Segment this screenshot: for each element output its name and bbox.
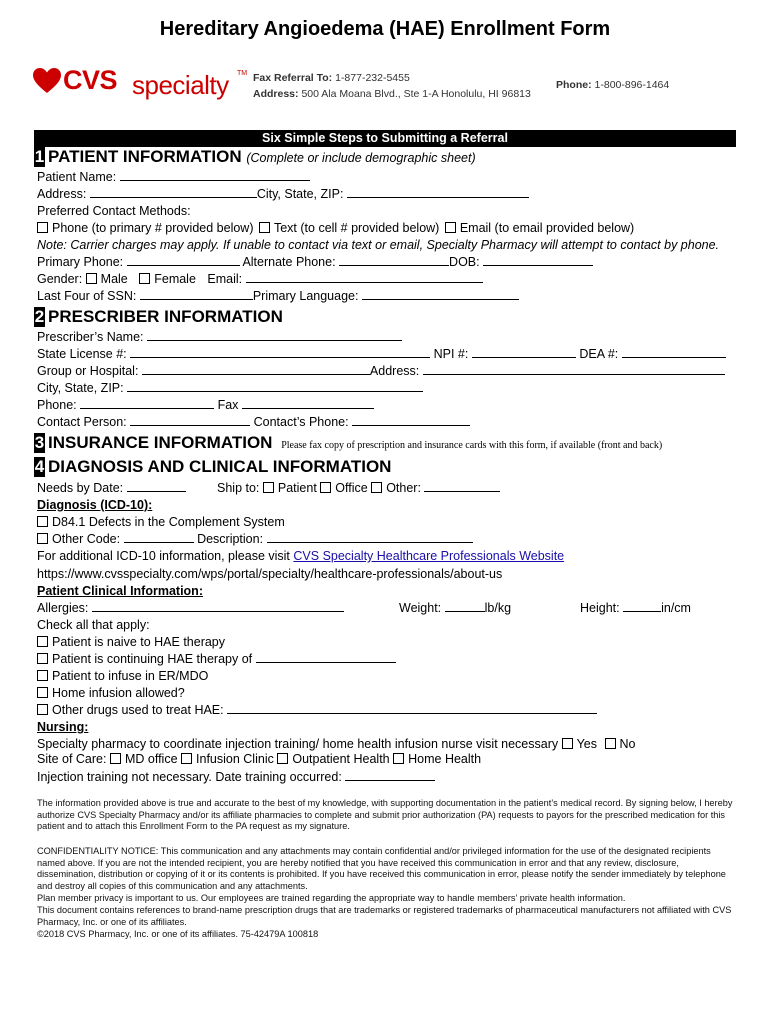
group-label: Group or Hospital:	[37, 364, 139, 378]
alternate-phone-field[interactable]	[339, 255, 449, 266]
section-diagnosis	[34, 457, 391, 477]
ship-to-label: Ship to:	[217, 481, 260, 495]
address-value: 500 Ala Moana Blvd., Ste 1-A Honolulu, HI 96813	[301, 88, 531, 100]
continuing-checkbox[interactable]	[37, 653, 48, 664]
alternate-phone-label: Alternate Phone:	[242, 255, 336, 269]
dob-field[interactable]	[483, 255, 593, 266]
chk-naive-row	[37, 635, 225, 649]
allergies-row	[37, 601, 344, 615]
other-code-row	[37, 532, 473, 546]
other-drugs-label: Other drugs used to treat HAE:	[52, 703, 224, 717]
home-infusion-checkbox[interactable]	[37, 687, 48, 698]
email-option-label: Email (to email provided below)	[459, 221, 635, 235]
patient-address-label: Address:	[37, 187, 87, 201]
height-unit: in/cm	[661, 601, 691, 615]
group-row	[37, 364, 725, 378]
preferred-contact-label: Preferred Contact Methods:	[37, 204, 191, 218]
md-office-checkbox[interactable]	[110, 753, 121, 764]
phone-value: 1-800-896-1464	[594, 79, 670, 91]
other-code-field[interactable]	[124, 532, 194, 543]
language-field[interactable]	[362, 289, 519, 300]
fax-value: 1-877-232-5455	[335, 72, 410, 84]
additional-info-text: For additional ICD-10 information, please visit	[37, 549, 290, 563]
contact-person-row	[37, 415, 470, 429]
text-option-label: Text (to cell # provided below)	[273, 221, 440, 235]
section-title: PRESCRIBER INFORMATION	[48, 307, 283, 326]
allergies-label: Allergies:	[37, 601, 89, 615]
needs-by-field[interactable]	[127, 481, 186, 492]
outpatient-checkbox[interactable]	[277, 753, 288, 764]
height-label: Height:	[580, 601, 620, 615]
section-subtitle: (Complete or include demographic sheet)	[246, 151, 476, 165]
section-insurance-information	[34, 433, 662, 453]
nursing-header: Nursing:	[37, 720, 89, 734]
cvs-specialty-logo	[33, 66, 248, 102]
other-code-label: Other Code:	[52, 532, 121, 546]
naive-label: Patient is naive to HAE therapy	[52, 635, 226, 649]
prescriber-name-row	[37, 330, 402, 344]
contact-person-label: Contact Person:	[37, 415, 127, 429]
language-label: Primary Language:	[252, 289, 359, 303]
phone-label: Phone:	[556, 79, 592, 91]
fax-referral	[253, 72, 410, 84]
phone-option-label: Phone (to primary # provided below)	[52, 221, 254, 235]
male-checkbox[interactable]	[86, 273, 97, 284]
chk-other-drugs-row	[37, 703, 597, 717]
nursing-no-checkbox[interactable]	[605, 738, 616, 749]
cvs-hcp-website-link[interactable]: CVS Specialty Healthcare Professionals Website	[293, 549, 565, 563]
logo-product: specialty	[132, 70, 229, 100]
gender-label: Gender:	[37, 272, 83, 286]
needs-by-row	[37, 481, 186, 495]
npi-label: NPI #:	[433, 347, 469, 361]
pharmacy-phone	[556, 79, 669, 91]
contact-phone-field[interactable]	[352, 415, 470, 426]
nursing-row	[37, 737, 635, 751]
clinical-header: Patient Clinical Information:	[37, 584, 203, 598]
infusion-clinic-label: Infusion Clinic	[196, 752, 274, 766]
nursing-text: Specialty pharmacy to coordinate injection training/ home health infusion nurse visit necessary	[37, 737, 559, 751]
group-field[interactable]	[142, 364, 370, 375]
section-subtitle: Please fax copy of prescription and insurance cards with this form, if available (front and back)	[281, 440, 663, 451]
ship-patient-checkbox[interactable]	[263, 482, 274, 493]
email-field[interactable]	[246, 272, 483, 283]
training-date-field[interactable]	[345, 770, 435, 781]
chk-er-row	[37, 669, 208, 683]
logo-tm: TM	[237, 70, 248, 77]
site-of-care-row	[37, 752, 481, 766]
email-label: Email:	[207, 272, 243, 286]
patient-name-label: Patient Name:	[37, 170, 117, 184]
needs-by-label: Needs by Date:	[37, 481, 124, 495]
prescriber-city-row	[37, 381, 423, 395]
naive-checkbox[interactable]	[37, 636, 48, 647]
female-label: Female	[154, 272, 196, 286]
continuing-label: Patient is continuing HAE therapy of	[52, 652, 253, 666]
email-checkbox[interactable]	[445, 222, 456, 233]
dea-field[interactable]	[622, 347, 726, 358]
confidentiality-notice: CONFIDENTIALITY NOTICE: This communication and any attachments may contain confidential and/or privileged information for the use of the designated recipients named above. If you are not the intended recipient, you are hereby notified that you have received this communication in error and that any review, disclosure, dissemination, distribution or copying of it or its contents is prohibited. If you have received this communication in error, please notify the sender immediately by telephone and destroy all copies of this communication and any attachments.	[37, 846, 726, 891]
primary-phone-field[interactable]	[127, 255, 240, 266]
er-mdo-label: Patient to infuse in ER/MDO	[52, 669, 209, 683]
section-prescriber-information	[34, 307, 283, 327]
additional-info-row	[37, 549, 564, 563]
prescriber-address-label: Address:	[369, 364, 420, 378]
phones-row	[37, 255, 593, 269]
nursing-yes-checkbox[interactable]	[562, 738, 573, 749]
allergies-field[interactable]	[92, 601, 344, 612]
text-checkbox[interactable]	[259, 222, 270, 233]
other-drugs-checkbox[interactable]	[37, 704, 48, 715]
ship-other-checkbox[interactable]	[371, 482, 382, 493]
weight-label: Weight:	[399, 601, 442, 615]
steps-header: Six Simple Steps to Submitting a Referral	[34, 130, 736, 147]
description-label: Description:	[197, 532, 264, 546]
ssn-field[interactable]	[140, 289, 253, 300]
prescriber-name-label: Prescriber’s Name:	[37, 330, 144, 344]
diagnosis-header: Diagnosis (ICD-10):	[37, 498, 153, 512]
logo-brand: CVS	[63, 65, 118, 95]
patient-address-row	[37, 187, 529, 201]
phone-checkbox[interactable]	[37, 222, 48, 233]
privacy-text: Plan member privacy is important to us. Our employees are trained regarding the appropriate way to handle members’ private health information.	[37, 893, 626, 903]
state-license-field[interactable]	[130, 347, 430, 358]
d84-label: D84.1 Defects in the Complement System	[52, 515, 285, 529]
prescriber-address-field[interactable]	[423, 364, 725, 375]
female-checkbox[interactable]	[139, 273, 150, 284]
section-patient-information	[34, 147, 476, 167]
description-field[interactable]	[267, 532, 473, 543]
ship-other-label: Other:	[386, 481, 421, 495]
nursing-no-label: No	[619, 737, 636, 751]
ship-patient-label: Patient	[277, 481, 317, 495]
gender-email-row	[37, 272, 483, 286]
dea-label: DEA #:	[579, 347, 619, 361]
contact-phone-label: Contact’s Phone:	[253, 415, 349, 429]
patient-city-label: City, State, ZIP:	[256, 187, 344, 201]
weight-unit: lb/kg	[484, 601, 512, 615]
section-number: 2	[34, 307, 45, 326]
weight-field[interactable]	[445, 601, 485, 612]
home-health-checkbox[interactable]	[393, 753, 404, 764]
section-number: 4	[34, 457, 45, 476]
md-office-label: MD office	[124, 752, 178, 766]
prescriber-phone-field[interactable]	[80, 398, 214, 409]
patient-city-field[interactable]	[347, 187, 529, 198]
prescriber-fax-field[interactable]	[242, 398, 374, 409]
height-field[interactable]	[623, 601, 661, 612]
ship-to-row	[217, 481, 500, 495]
home-health-label: Home Health	[408, 752, 482, 766]
address-label: Address:	[253, 88, 299, 100]
d84-row	[37, 515, 285, 529]
d84-checkbox[interactable]	[37, 516, 48, 527]
check-all-label: Check all that apply:	[37, 618, 150, 632]
continuing-therapy-field[interactable]	[256, 652, 396, 663]
chk-home-infusion-row	[37, 686, 185, 700]
pharmacy-address	[253, 88, 531, 100]
copyright-text: ©2018 CVS Pharmacy, Inc. or one of its affiliates. 75-42479A 100818	[37, 929, 319, 939]
hcp-url: https://www.cvsspecialty.com/wps/portal/specialty/healthcare-professionals/about-us	[37, 567, 503, 581]
outpatient-label: Outpatient Health	[292, 752, 390, 766]
section-title: PATIENT INFORMATION	[48, 147, 242, 166]
training-row	[37, 770, 435, 784]
er-mdo-checkbox[interactable]	[37, 670, 48, 681]
dob-label: DOB:	[449, 255, 480, 269]
site-of-care-label: Site of Care:	[37, 752, 107, 766]
attestation-text: The information provided above is true and accurate to the best of my knowledge, with supporting documentation in the patient’s medical record. By signing below, I hereby authorize CVS Specialty Pharmacy and/or its affiliate pharmacies to complete and submit prior authorization (PA) requests to payors for the prescribed medication for this patient and to attach this Enrollment Form to the PA request as my signature.	[37, 798, 733, 832]
male-label: Male	[100, 272, 128, 286]
prescriber-phone-label: Phone:	[37, 398, 77, 412]
other-code-checkbox[interactable]	[37, 533, 48, 544]
section-title: INSURANCE INFORMATION	[48, 433, 273, 452]
state-license-label: State License #:	[37, 347, 127, 361]
weight-row	[399, 601, 511, 615]
ship-office-checkbox[interactable]	[320, 482, 331, 493]
prescriber-name-field[interactable]	[147, 330, 402, 341]
contact-methods-row	[37, 221, 634, 235]
license-row	[37, 347, 726, 361]
trademarks-text: This document contains references to brand-name prescription drugs that are trademarks or registered trademarks of pharmaceutical manufacturers not affiliated with CVS Pharmacy, Inc. or one of its affiliates.	[37, 905, 732, 927]
heart-icon	[33, 68, 61, 94]
infusion-clinic-checkbox[interactable]	[181, 753, 192, 764]
chk-continuing-row	[37, 652, 396, 666]
nursing-yes-label: Yes	[576, 737, 598, 751]
npi-field[interactable]	[472, 347, 576, 358]
contact-person-field[interactable]	[130, 415, 250, 426]
prescriber-city-field[interactable]	[127, 381, 423, 392]
height-row	[580, 601, 691, 615]
fax-label: Fax	[217, 398, 239, 412]
form-title: Hereditary Angioedema (HAE) Enrollment Form	[159, 18, 611, 40]
other-drugs-field[interactable]	[227, 703, 597, 714]
ship-office-label: Office	[335, 481, 368, 495]
ssn-label: Last Four of SSN:	[37, 289, 137, 303]
fax-label: Fax Referral To:	[253, 72, 333, 84]
ssn-language-row	[37, 289, 519, 303]
patient-address-field[interactable]	[90, 187, 257, 198]
ship-other-field[interactable]	[424, 481, 500, 492]
prescriber-city-label: City, State, ZIP:	[37, 381, 124, 395]
section-number: 1	[34, 147, 45, 166]
patient-name-field[interactable]	[120, 170, 310, 181]
section-title: DIAGNOSIS AND CLINICAL INFORMATION	[48, 457, 392, 476]
primary-phone-label: Primary Phone:	[37, 255, 124, 269]
prescriber-phone-row	[37, 398, 374, 412]
patient-name-row	[37, 170, 310, 184]
section-number: 3	[34, 433, 45, 452]
home-infusion-label: Home infusion allowed?	[52, 686, 185, 700]
training-label: Injection training not necessary. Date training occurred:	[37, 770, 342, 784]
carrier-note: Note: Carrier charges may apply. If unable to contact via text or email, Specialty Pharmacy will attempt to contact by phone.	[37, 238, 720, 252]
